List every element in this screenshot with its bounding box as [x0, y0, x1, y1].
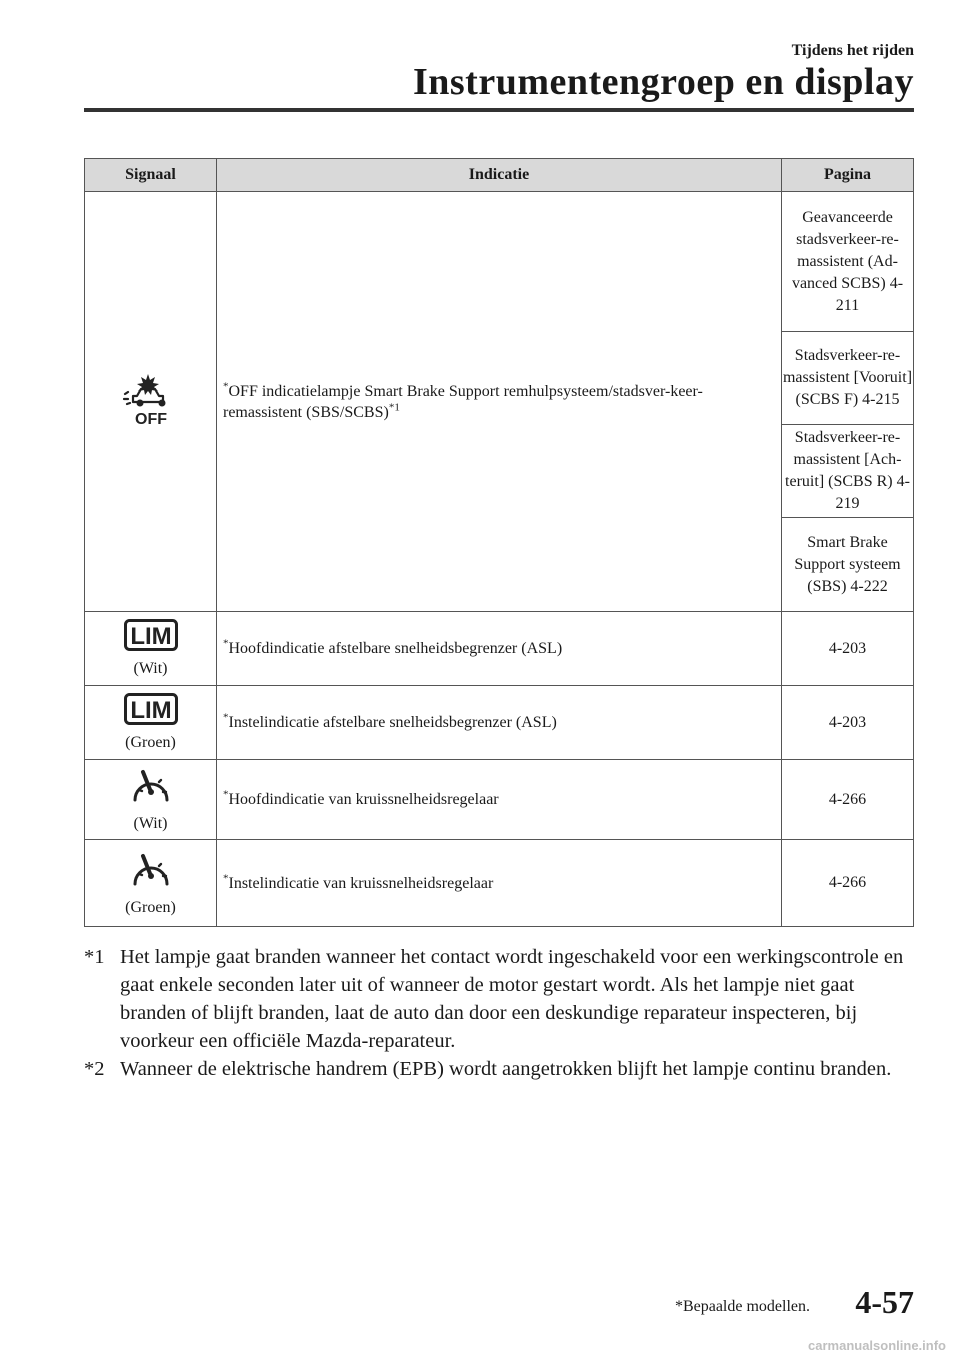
sbs-off-warning-icon [121, 372, 181, 431]
signal-cell [85, 686, 217, 760]
indication-cell [217, 192, 782, 612]
header-divider [84, 108, 914, 112]
footnote-ref: *1 [388, 401, 400, 414]
indication-cell [217, 612, 782, 686]
table-row [85, 612, 914, 686]
model-star: * [223, 788, 229, 801]
model-star: * [223, 872, 229, 885]
icon-caption: (Wit) [133, 660, 168, 677]
lim-label: LIM [129, 697, 172, 724]
footnote [84, 1055, 914, 1083]
table-row [85, 840, 914, 927]
model-star: * [223, 711, 229, 724]
table-row [85, 760, 914, 840]
signal-cell [85, 760, 217, 840]
indication-text: Instelindicatie afstelbare snelheidsbegrenzer (ASL) [228, 714, 557, 731]
indication-text: OFF indicatielampje Smart Brake Support remhulpsysteem/stadsver-keer-remassistent (SBS/SCBS) [223, 382, 703, 421]
page-number: 4-57 [855, 1284, 914, 1320]
page-ref: Stadsverkeer-re-massistent [Vooruit] (SCBS F) 4-215 [782, 332, 914, 425]
indication-cell [217, 840, 782, 927]
page-ref: 4-266 [782, 760, 914, 840]
page-ref: Stadsverkeer-re-massistent [Ach-teruit] (SCBS R) 4-219 [782, 425, 914, 518]
indicator-table [84, 158, 914, 927]
model-star: * [223, 637, 229, 650]
page-ref: 4-203 [782, 686, 914, 760]
section-name: Tijdens het rijden [791, 42, 914, 59]
indication-cell [217, 686, 782, 760]
cruise-control-icon [129, 850, 173, 895]
icon-caption: (Wit) [133, 815, 168, 832]
page-title: Instrumentengroep en display [412, 61, 914, 103]
table-row [85, 686, 914, 760]
signal-cell [85, 612, 217, 686]
page-ref: 4-203 [782, 612, 914, 686]
signal-cell [85, 192, 217, 612]
cruise-control-icon [129, 766, 173, 811]
model-star: * [223, 380, 229, 393]
footnote-mark: *2 [84, 1058, 105, 1080]
indication-text: Hoofdindicatie afstelbare snelheidsbegrenzer (ASL) [228, 640, 563, 657]
watermark: carmanualsonline.info [808, 1338, 946, 1353]
page-ref: Smart Brake Support systeem (SBS) 4-222 [782, 518, 914, 612]
indication-text: Hoofdindicatie van kruissnelheidsregelaar [228, 791, 499, 808]
indication-cell [217, 760, 782, 840]
footnote-text: Wanneer de elektrische handrem (EPB) wordt aangetrokken blijft het lampje continu branden. [120, 1058, 892, 1080]
header-indication: Indicatie [217, 159, 782, 192]
indication-text: Instelindicatie van kruissnelheidsregelaar [228, 874, 494, 892]
lim-icon [124, 619, 178, 656]
header-page: Pagina [782, 159, 914, 192]
page-ref: 4-266 [782, 840, 914, 927]
footnote-text: Het lampje gaat branden wanneer het contact wordt ingeschakeld voor een werkingscontrole en gaat enkele seconden later uit of wanneer de motor gestart wordt. Als het lampje niet gaat branden of blijft branden, laat de auto dan door een deskundige reparateur inspecteren, bij voorkeur een officiële Mazda-reparateur. [120, 946, 904, 1052]
page-ref: Geavanceerde stadsverkeer-re-massistent (Ad-vanced SCBS) 4-211 [782, 192, 914, 332]
icon-caption: (Groen) [125, 898, 176, 916]
header-signal: Signaal [85, 159, 217, 192]
sbs-off-label: OFF [134, 411, 167, 426]
table-header-row [85, 159, 914, 192]
footnote-mark: *1 [84, 946, 105, 968]
lim-icon [124, 693, 178, 730]
footnotes [84, 943, 914, 1083]
icon-caption: (Groen) [125, 734, 176, 751]
lim-label: LIM [129, 623, 172, 650]
signal-cell [85, 840, 217, 927]
table-row [85, 192, 914, 332]
footnote [84, 943, 914, 1055]
models-note: *Bepaalde modellen. [674, 1298, 810, 1315]
